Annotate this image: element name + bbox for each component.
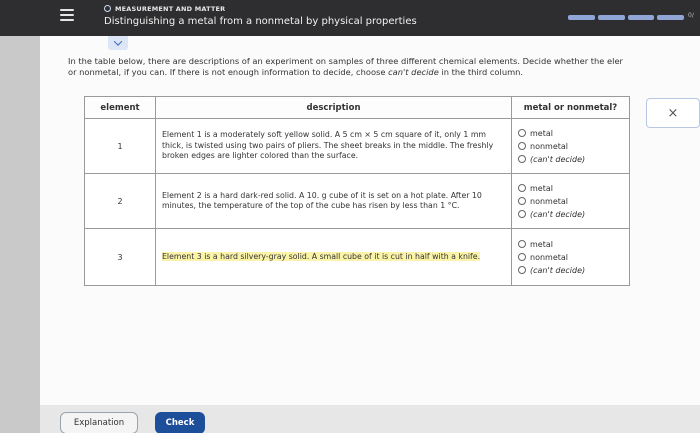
table-row [85, 174, 630, 229]
option-metal[interactable]: metal [518, 238, 623, 251]
answer-options [512, 119, 630, 174]
element-number: 1 [85, 119, 156, 174]
question-card [40, 36, 700, 405]
highlighted-description: Element 3 is a hard silvery-gray solid. A small cube of it is cut in half with a knife. [162, 251, 481, 261]
progress-segment [568, 15, 595, 20]
progress-segment [598, 15, 625, 20]
topic-row [104, 3, 225, 14]
radio-button[interactable] [518, 253, 526, 261]
element-description: Element 1 is a moderately soft yellow solid. A 5 cm × 5 cm square of it, only 1 mm thick, is twisted using two pairs of pliers. The sheet breaks in the middle. The freshly broken edges are lighter colored than the surface. [156, 119, 512, 174]
radio-button[interactable] [518, 210, 526, 218]
check-button[interactable]: Check [155, 412, 205, 433]
top-bar [0, 0, 700, 36]
question-instructions [68, 56, 700, 78]
instructions-line-2: or nonmetal, if you can. If there is not enough information to decide, choose can't decide in the third column. [68, 67, 524, 77]
answer-options [512, 174, 630, 229]
option-cant-decide[interactable]: (can't decide) [518, 264, 623, 277]
header-description: description [156, 97, 512, 119]
bottom-bar [40, 405, 700, 433]
radio-button[interactable] [518, 142, 526, 150]
topic-label: MEASUREMENT AND MATTER [115, 4, 226, 13]
radio-button[interactable] [518, 129, 526, 137]
progress-count: 0/ [688, 12, 694, 19]
header-element: element [85, 97, 156, 119]
option-nonmetal[interactable]: nonmetal [518, 195, 623, 208]
option-nonmetal[interactable]: nonmetal [518, 140, 623, 153]
close-icon: × [667, 105, 679, 121]
radio-button[interactable] [518, 240, 526, 248]
explanation-button[interactable]: Explanation [60, 412, 138, 433]
header-metal-or-nonmetal: metal or nonmetal? [512, 97, 630, 119]
option-metal[interactable]: metal [518, 182, 623, 195]
option-metal[interactable]: metal [518, 127, 623, 140]
element-description: Element 2 is a hard dark-red solid. A 10. g cube of it is set on a hot plate. After 10 minutes, the temperature of the top of the cube has risen by less than 1 °C. [156, 174, 512, 229]
radio-button[interactable] [518, 184, 526, 192]
option-cant-decide[interactable]: (can't decide) [518, 153, 623, 166]
module-title: Distinguishing a metal from a nonmetal by physical properties [104, 16, 417, 27]
table-header-row [85, 97, 630, 119]
element-description [156, 229, 512, 286]
radio-button[interactable] [518, 266, 526, 274]
progress-segment [657, 15, 684, 20]
progress-bar [568, 15, 684, 20]
option-nonmetal[interactable]: nonmetal [518, 251, 623, 264]
elements-table [84, 96, 630, 286]
progress-segment [628, 15, 655, 20]
radio-button[interactable] [518, 155, 526, 163]
element-number: 2 [85, 174, 156, 229]
topic-status-icon [104, 5, 111, 12]
radio-button[interactable] [518, 197, 526, 205]
element-number: 3 [85, 229, 156, 286]
table-row [85, 119, 630, 174]
clear-answer-button[interactable] [646, 98, 700, 128]
instructions-line-1: In the table below, there are descriptions of an experiment on samples of three different chemical elements. Decide whether the eler [68, 56, 623, 66]
chevron-down-icon [114, 37, 122, 45]
answer-options [512, 229, 630, 286]
table-row [85, 229, 630, 286]
collapse-tab[interactable] [108, 36, 128, 50]
menu-icon[interactable] [60, 9, 74, 21]
option-cant-decide[interactable]: (can't decide) [518, 208, 623, 221]
